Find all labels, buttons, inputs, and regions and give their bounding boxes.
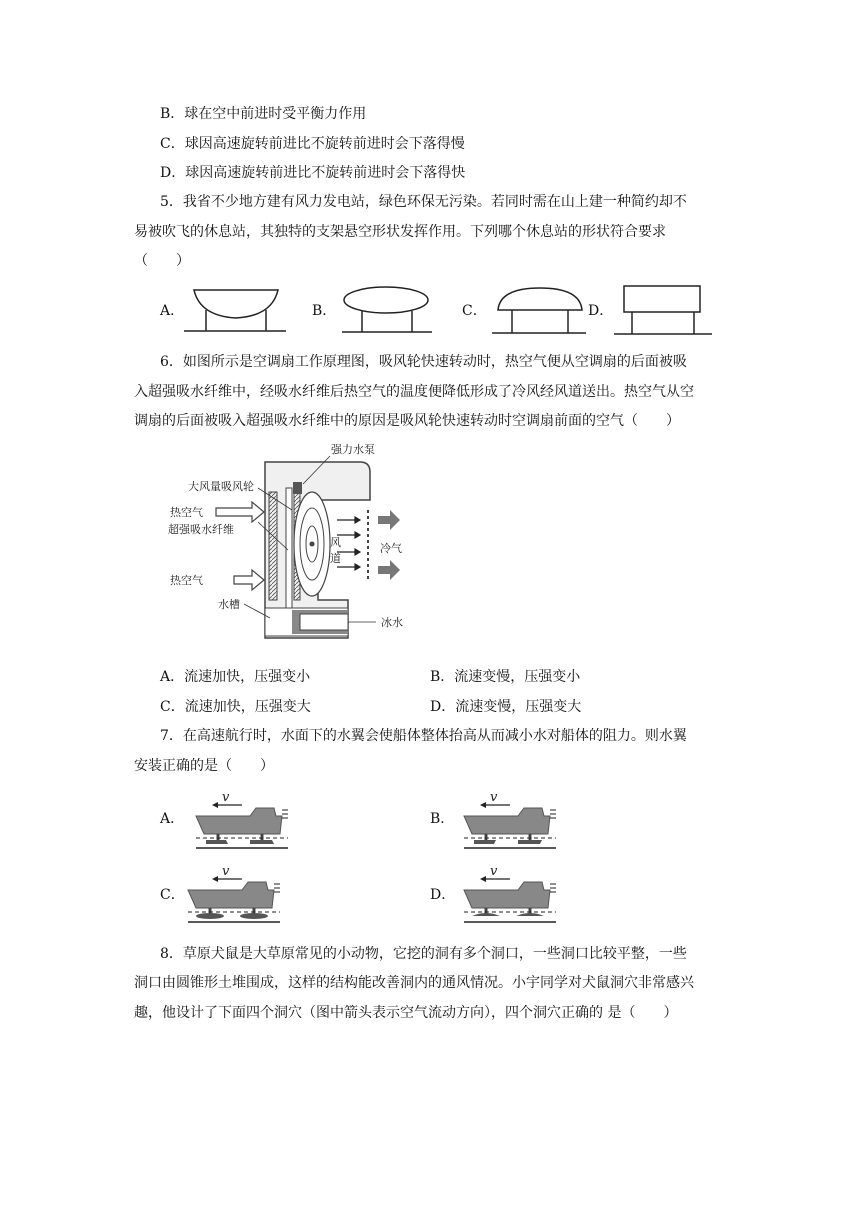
boat-c-figure [184,862,284,926]
label-cold: 冷气 [380,542,402,555]
station-c-figure [490,284,600,336]
q5-line-1: 5．我省不少地方建有风力发电站，绿色环保无污染。若同时需在山上建一种简约却不 [160,194,687,210]
q6-line-2: 入超强吸水纤维中，经吸水纤维后热空气的温度便降低形成了冷风经风道送出。热空气从空 [134,384,694,400]
q7-line-2: 安装正确的是（ ） [134,758,274,774]
label-fiber: 超强吸水纤维 [168,523,234,536]
label-wheel: 大风量吸风轮 [188,480,254,493]
svg-text:v: v [222,864,230,879]
q5-label-d: D． [588,303,614,319]
station-b-figure [336,284,446,336]
q6-option-d: D．流速变慢，压强变大 [430,699,582,715]
label-hot-air: 热空气 [170,506,203,519]
q7-label-c: C． [160,887,185,903]
q5-label-b: B． [312,303,337,319]
label-ice: 冰水 [381,616,403,629]
q5-line-2: 易被吹飞的休息站，其独特的支架悬空形状发挥作用。下列哪个休息站的形状符合要求 [134,224,666,240]
q8-line-3: 趣，他设计了下面四个洞穴（图中箭头表示空气流动方向），四个洞穴正确的 是（ ） [134,1005,678,1021]
velocity-label: v [222,790,230,805]
label-tank: 水槽 [218,598,240,611]
q5-line-3: （ ） [134,253,190,269]
boat-d-figure [460,862,560,926]
q7-line-1: 7．在高速航行时，水面下的水翼会使船体整体抬高从而减小水对船体的阻力。则水翼 [160,728,687,744]
q7-label-a: A． [160,811,185,827]
q6-option-b: B．流速变慢，压强变小 [430,669,581,685]
q6-line-3: 调扇的后面被吸入超强吸水纤维中的原因是吸风轮快速转动时空调扇前面的空气（ ） [134,413,680,429]
q7-label-b: B． [430,811,455,827]
q6-option-a: A．流速加快，压强变小 [160,669,311,685]
q4-option-d: D．球因高速旋转前进比不旋转前进时会下落得快 [160,165,466,181]
boat-b-figure [460,788,560,852]
label-hot-air-2: 热空气 [170,574,203,587]
label-duct-2: 道 [330,552,341,565]
q5-label-a: A． [160,303,185,319]
label-duct-1: 风 [330,536,341,549]
q6-line-1: 6．如图所示是空调扇工作原理图，吸风轮快速转动时，热空气便从空调扇的后面被吸 [160,354,687,370]
air-cooler-labels [160,440,430,655]
q4-option-c: C．球因高速旋转前进比不旋转前进时会下落得慢 [160,136,465,152]
station-a-figure [180,284,290,336]
q6-option-c: C．流速加快，压强变大 [160,699,311,715]
q5-label-c: C． [462,303,487,319]
label-pump: 强力水泵 [331,443,375,456]
svg-text:v: v [490,864,498,879]
station-d-figure [612,284,722,338]
svg-text:v: v [490,790,498,805]
q8-line-1: 8．草原犬鼠是大草原常见的小动物，它挖的洞有多个洞口，一些洞口比较平整，一些 [160,946,687,962]
q8-line-2: 洞口由圆锥形土堆围成，这样的结构能改善洞内的通风情况。小宇同学对犬鼠洞穴非常感兴 [134,975,694,991]
q4-option-b: B．球在空中前进时受平衡力作用 [160,106,367,122]
boat-a-figure [192,788,292,852]
q7-label-d: D． [430,887,456,903]
